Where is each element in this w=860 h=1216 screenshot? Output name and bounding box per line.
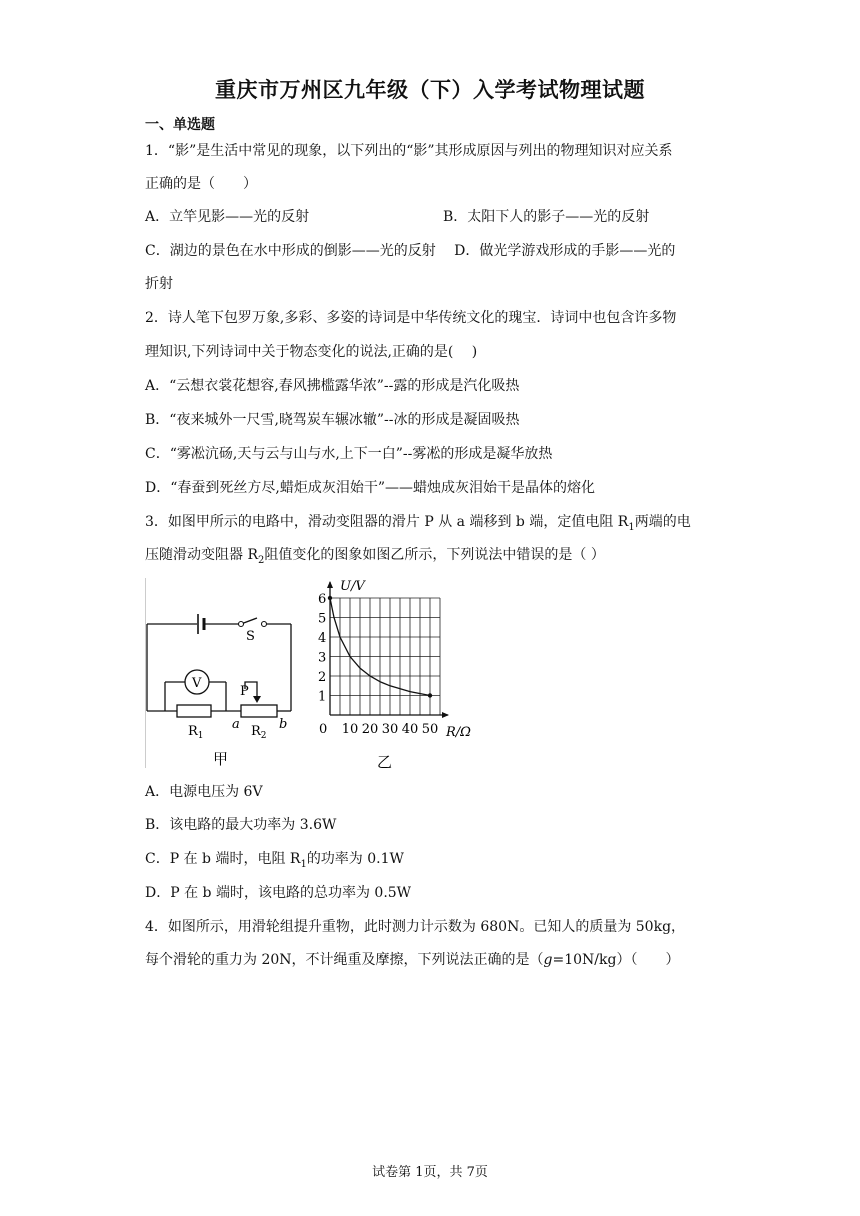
q2-stem-line2: 理知识,下列诗词中关于物态变化的说法,正确的是( ) <box>145 344 478 360</box>
origin-label: 0 <box>319 722 328 737</box>
q1-stem-line1: 1．“影”是生活中常见的现象，以下列出的“影”其形成原因与列出的物理知识对应关系 <box>145 143 673 159</box>
rheostat-r2-icon <box>241 696 277 741</box>
figure-caption-yi: 乙 <box>377 753 393 771</box>
x-axis-label: R/Ω <box>446 725 471 740</box>
page-title: 重庆市万州区九年级（下）入学考试物理试题 <box>215 77 645 102</box>
figure-caption-jia: 甲 <box>213 750 229 768</box>
q1-option-a: A．立竿见影——光的反射 <box>145 209 310 225</box>
switch-label: S <box>246 629 255 644</box>
x-tick-label: 50 <box>421 722 439 737</box>
q2-option-a: A．“云想衣裳花想容,春风拂槛露华浓”--露的形成是汽化吸热 <box>145 378 520 394</box>
q2-option-d: D．“春蚕到死丝方尽,蜡炬成灰泪始干”——蜡烛成灰泪始干是晶体的熔化 <box>145 480 595 496</box>
q1-option-d-cont: 折射 <box>145 276 173 292</box>
q2-stem-line1: 2．诗人笔下包罗万象,多彩、多姿的诗词是中华传统文化的瑰宝．诗词中也包含许多物 <box>145 310 677 326</box>
q4-stem-line2: 每个滑轮的重力为 20N，不计绳重及摩擦，下列说法正确的是（g=10N/kg）（ ） <box>145 952 680 968</box>
r1-sub: 1 <box>197 731 204 741</box>
end-b-label: b <box>279 717 288 732</box>
data-point <box>428 693 432 697</box>
section-heading: 一、单选题 <box>145 117 215 133</box>
y-tick-label: 2 <box>318 670 327 685</box>
q3-stem-line1: 3．如图甲所示的电路中，滑动变阻器的滑片 P 从 a 端移到 b 端，定值电阻 $R_1$两端的电 <box>145 514 691 533</box>
slider-label: P <box>240 684 249 699</box>
data-point <box>328 596 332 600</box>
q2-option-c: C．“雾凇沆砀,天与云与山与水,上下一白”--雾凇的形成是凝华放热 <box>145 446 553 462</box>
voltmeter-label: V <box>192 676 202 691</box>
end-a-label: a <box>232 717 240 732</box>
q1-option-b: B．太阳下人的影子——光的反射 <box>443 209 650 225</box>
y-tick-label: 6 <box>318 592 327 607</box>
q3-option-c: C．P 在 b 端时，电阻 $R_1$的功率为 0.1W <box>145 851 404 870</box>
y-tick-label: 4 <box>318 631 327 646</box>
q3-option-d: D．P 在 b 端时，该电路的总功率为 0.5W <box>145 885 412 901</box>
y-axis-label: U/V <box>340 579 365 594</box>
q2-option-b: B．“夜来城外一尺雪,晓驾炭车辗冰辙”--冰的形成是凝固吸热 <box>145 412 520 428</box>
x-tick-label: 40 <box>401 722 419 737</box>
y-tick-label: 5 <box>318 611 327 627</box>
q3-stem-line2: 压随滑动变阻器 $R_2$阻值变化的图象如图乙所示，下列说法中错误的是（ ） <box>145 547 605 566</box>
resistor-r1-icon <box>177 705 211 741</box>
q1-stem-line2: 正确的是（ ） <box>145 176 257 192</box>
voltmeter-icon <box>185 670 209 694</box>
r2-label: R <box>251 724 261 739</box>
svg-text:R2 <box>251 724 267 741</box>
circuit-diagram <box>145 578 295 773</box>
q4-stem-line1: 4．如图所示，用滑轮组提升重物，此时测力计示数为 680N。已知人的质量为 50kg， <box>145 919 686 935</box>
y-axis-arrow-icon <box>327 581 333 588</box>
x-tick-label: 20 <box>361 722 379 737</box>
svg-text:R1 <box>188 724 204 741</box>
graph-grid <box>330 598 440 715</box>
y-tick-label: 3 <box>318 650 327 666</box>
q3-option-a: A．电源电压为 6V <box>145 784 263 800</box>
switch-icon <box>239 622 267 627</box>
y-tick-label: 1 <box>318 689 327 705</box>
x-axis-arrow-icon <box>442 712 449 718</box>
r1-label: R <box>188 724 198 739</box>
battery-icon <box>198 614 204 634</box>
q3-option-b: B．该电路的最大功率为 3.6W <box>145 817 337 833</box>
q1-option-c-d: C．湖边的景色在水中形成的倒影——光的反射 D．做光学游戏形成的手影——光的 <box>145 243 676 259</box>
r2-sub: 2 <box>260 731 267 741</box>
x-tick-label: 30 <box>381 722 399 737</box>
page-footer: 试卷第 1页，共 7页 <box>372 1165 488 1180</box>
voltage-resistance-graph <box>300 578 490 773</box>
x-tick-label: 10 <box>341 722 359 737</box>
